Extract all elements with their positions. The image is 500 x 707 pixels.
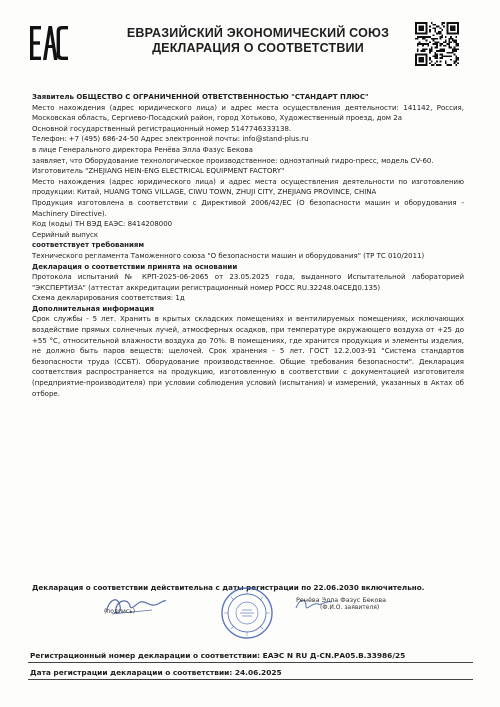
additional-info-text: Срок службы - 5 лет. Хранить в крытых складских помещениях и вентилируемых помещениях, исключающих воздействие прямых солнечных лучей, атмосферных осадков, при температуре окружающего воздуха от +25 до +55 °С, относительной влажности воздуха до 70%. В помещениях, где хранится продукция и элементы изделия, не должно быть паров веществ: щелочей. Срок хранения - 5 лет. ГОСТ 12.2.003-91 "Система стандартов безопасности труда (ССБТ). Оборудование производственное. Общие требования безопасности". Декларация соответствия распространяется на продукцию, изготовленную в соответствии с документацией изготовителя (предприятие-производителя) при условии соблюдения условий (испытания) и измерений, указанных в Актах об отборе. [32,315,464,398]
registration-date-divider [28,679,473,680]
manufacturing-basis: Продукция изготовлена в соответствии с Директивой 2006/42/EC (О безопасности машин и оборудования - Machinery Directive). [32,198,464,218]
validity-date: 22.06.2030 [313,583,359,592]
applicant-name: Заявитель ОБЩЕСТВО С ОГРАНИЧЕННОЙ ОТВЕТСТВЕННОСТЬЮ "СТАНДАРТ ПЛЮС" [32,93,369,101]
validity-label: Декларация о соответствии действительна с даты регистрации по [32,583,312,592]
registration-divider [28,662,473,663]
manufacturer-name: Изготовитель "ZHEJIANG HEIN-ENG ELECTRICAL EQUIPMENT FACTORY" [32,167,285,176]
applicant-line [32,92,464,103]
signature-scribble [100,592,170,620]
signature-caption: (подпись) [104,608,136,615]
registration-number-line [30,651,475,660]
eac-logo [29,24,69,62]
applicant-signatory-caption: (Ф.И.О. заявителя) [320,604,380,611]
registration-date-label: Дата регистрации декларации о соответствии: [30,668,233,677]
declaration-scheme: Схема декларирования соответствия: 1д [32,294,185,303]
manufacturer-address: Место нахождения (адрес юридического лица) и адрес места осуществления деятельности по изготовлению продукции: Китай, HUANG TONG VILLAGE, CIWU TOWN, ZHUJI CITY, ZHEJIANG PROVINCE, CHINA [32,177,464,197]
applicant-representative: в лице Генерального директора Ренёва Элла Фазус Бекова [32,145,253,154]
product-statement: заявляет, что Оборудование технологическое производственное: одноэтапный гидро-пресс, модель CV-60. [32,156,434,165]
document-header [108,26,408,56]
registration-number-label: Регистрационный номер декларации о соответствии: [30,651,261,660]
additional-info-heading: Дополнительная информация [32,304,154,313]
registration-number-value: ЕАЭС N RU Д-CN.РА05.В.33986/25 [262,651,406,660]
test-protocol: Протокола испытаний № КРП-2025-06-2065 от 23.05.2025 года, выданного Испытательной лабораторией "ЭКСПЕРТИЗА" (аттестат аккредитации регистрационный номер РОСС RU.32248.04СЕД0.135) [32,273,464,292]
applicant-ogrn: Основной государственный регистрационный номер 5147746333138. [32,124,292,133]
company-stamp [220,586,274,640]
applicant-signatory-name: Ренёва Элла Фазус Бекова [296,596,387,604]
qr-code-icon[interactable] [415,22,459,66]
production-type: Серийный выпуск [32,230,99,239]
registration-date-value: 24.06.2025 [234,668,282,677]
eac-logo-mark [29,24,69,62]
validity-suffix: включительно. [361,583,425,592]
union-title: ЕВРАЗИЙСКИЙ ЭКОНОМИЧЕСКИЙ СОЮЗ [126,26,390,40]
registration-date-line [30,668,475,677]
hs-code: Код (коды) ТН ВЭД ЕАЭС: 8414208000 [32,220,173,229]
applicant-contacts: Телефон: +7 (495) 686-24-50 Адрес электронной почты: info@stand-plus.ru [32,135,309,144]
conformity-heading: соответствует требованиям [32,241,145,250]
declaration-body [32,92,464,399]
declaration-title: ДЕКЛАРАЦИЯ О СООТВЕТСТВИИ [152,41,364,55]
applicant-address: Место нахождения (адрес юридического лица) и адрес места осуществления деятельности: 141142, Россия, Московская область, Сергиево-Посадский район, город Хотьково, Художественный проезд, дом 2а [32,103,464,123]
technical-regulation: Технического регламента Таможенного союза "О безопасности машин и оборудования" (ТР ТС 010/2011) [32,251,425,260]
basis-heading: Декларация о соответствии принята на основании [32,262,238,271]
